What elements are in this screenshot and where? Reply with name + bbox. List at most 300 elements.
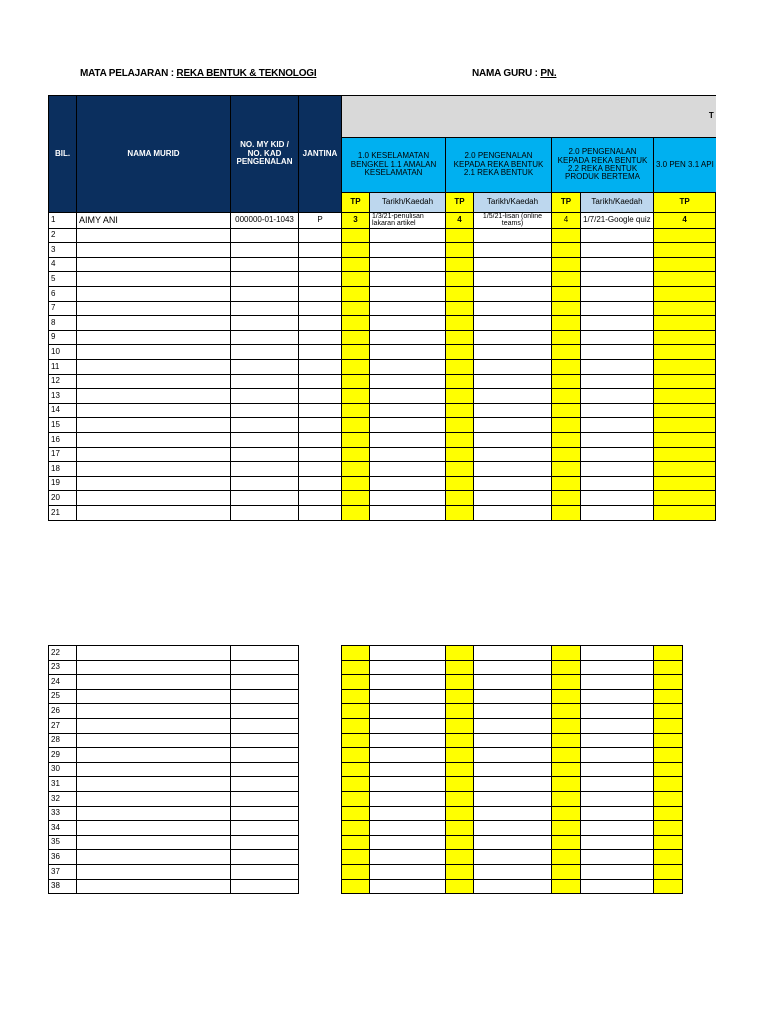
kaedah-value-2[interactable] (474, 447, 552, 462)
kaedah-value-2[interactable] (474, 462, 552, 477)
kaedah-value-3[interactable]: 1/7/21-Google quiz (581, 213, 654, 229)
tp-value-4[interactable] (654, 791, 683, 806)
student-name[interactable] (77, 257, 231, 272)
tp-value-2[interactable] (446, 243, 474, 258)
tp-value-2[interactable] (446, 777, 474, 792)
tp-value-1[interactable] (342, 418, 370, 433)
tp-value-3[interactable]: 4 (552, 213, 581, 229)
student-gender[interactable] (299, 689, 342, 704)
kaedah-value-1[interactable] (370, 491, 446, 506)
tp-value-3[interactable] (552, 491, 581, 506)
student-gender[interactable] (299, 762, 342, 777)
student-id[interactable]: 000000-01-1043 (231, 213, 299, 229)
row-number[interactable]: 22 (49, 646, 77, 661)
row-number[interactable]: 18 (49, 462, 77, 477)
tp-value-2[interactable] (446, 675, 474, 690)
kaedah-value-1[interactable] (370, 257, 446, 272)
kaedah-value-1[interactable] (370, 228, 446, 243)
kaedah-value-3[interactable] (581, 403, 654, 418)
student-name[interactable] (77, 476, 231, 491)
kaedah-value-3[interactable] (581, 228, 654, 243)
tp-value-2[interactable] (446, 762, 474, 777)
tp-value-1[interactable] (342, 689, 370, 704)
kaedah-value-1[interactable] (370, 345, 446, 360)
kaedah-value-1[interactable] (370, 287, 446, 302)
tp-value-2[interactable] (446, 462, 474, 477)
tp-value-3[interactable] (552, 243, 581, 258)
tp-value-1[interactable] (342, 447, 370, 462)
kaedah-value-2[interactable] (474, 806, 552, 821)
tp-value-1[interactable] (342, 491, 370, 506)
tp-value-2[interactable] (446, 748, 474, 763)
kaedah-value-2[interactable] (474, 762, 552, 777)
student-gender[interactable] (299, 316, 342, 331)
tp-value-3[interactable] (552, 403, 581, 418)
student-gender[interactable] (299, 243, 342, 258)
kaedah-value-2[interactable] (474, 345, 552, 360)
kaedah-value-1[interactable] (370, 821, 446, 836)
kaedah-value-3[interactable] (581, 718, 654, 733)
tp-value-2[interactable] (446, 733, 474, 748)
student-name[interactable] (77, 791, 231, 806)
student-gender[interactable] (299, 287, 342, 302)
kaedah-value-1[interactable] (370, 301, 446, 316)
student-gender[interactable] (299, 748, 342, 763)
student-name[interactable] (77, 447, 231, 462)
student-gender[interactable] (299, 505, 342, 520)
student-name[interactable] (77, 806, 231, 821)
kaedah-value-3[interactable] (581, 345, 654, 360)
kaedah-value-1[interactable] (370, 360, 446, 375)
tp-value-4[interactable] (654, 675, 683, 690)
row-number[interactable]: 5 (49, 272, 77, 287)
tp-value-3[interactable] (552, 360, 581, 375)
tp-value-4[interactable] (654, 330, 716, 345)
student-gender[interactable] (299, 718, 342, 733)
student-id[interactable] (231, 389, 299, 404)
kaedah-value-2[interactable] (474, 704, 552, 719)
student-id[interactable] (231, 403, 299, 418)
student-gender[interactable] (299, 374, 342, 389)
student-gender[interactable] (299, 806, 342, 821)
student-gender[interactable] (299, 360, 342, 375)
kaedah-value-2[interactable] (474, 864, 552, 879)
tp-value-3[interactable] (552, 228, 581, 243)
row-number[interactable]: 1 (49, 213, 77, 229)
tp-value-1[interactable] (342, 505, 370, 520)
kaedah-value-2[interactable] (474, 879, 552, 894)
tp-value-1[interactable] (342, 835, 370, 850)
tp-value-2[interactable] (446, 689, 474, 704)
kaedah-value-3[interactable] (581, 433, 654, 448)
tp-value-3[interactable] (552, 418, 581, 433)
kaedah-value-2[interactable] (474, 718, 552, 733)
tp-value-2[interactable] (446, 864, 474, 879)
student-name[interactable] (77, 330, 231, 345)
tp-value-2[interactable] (446, 418, 474, 433)
student-gender[interactable] (299, 491, 342, 506)
student-name[interactable] (77, 505, 231, 520)
student-gender[interactable] (299, 301, 342, 316)
tp-value-3[interactable] (552, 389, 581, 404)
row-number[interactable]: 29 (49, 748, 77, 763)
tp-value-3[interactable] (552, 287, 581, 302)
kaedah-value-1[interactable] (370, 689, 446, 704)
row-number[interactable]: 27 (49, 718, 77, 733)
kaedah-value-1[interactable] (370, 476, 446, 491)
kaedah-value-1[interactable] (370, 389, 446, 404)
tp-value-4[interactable] (654, 374, 716, 389)
tp-value-1[interactable] (342, 228, 370, 243)
tp-value-4[interactable]: 4 (654, 213, 716, 229)
tp-value-1[interactable] (342, 433, 370, 448)
tp-value-2[interactable] (446, 718, 474, 733)
kaedah-value-1[interactable] (370, 718, 446, 733)
tp-value-3[interactable] (552, 272, 581, 287)
tp-value-4[interactable] (654, 646, 683, 661)
student-id[interactable] (231, 675, 299, 690)
tp-value-1[interactable] (342, 287, 370, 302)
tp-value-2[interactable] (446, 646, 474, 661)
kaedah-value-1[interactable] (370, 850, 446, 865)
kaedah-value-3[interactable] (581, 762, 654, 777)
tp-value-4[interactable] (654, 850, 683, 865)
tp-value-1[interactable] (342, 864, 370, 879)
kaedah-value-2[interactable] (474, 835, 552, 850)
student-name[interactable] (77, 879, 231, 894)
student-name[interactable] (77, 374, 231, 389)
kaedah-value-2[interactable] (474, 476, 552, 491)
kaedah-value-3[interactable] (581, 646, 654, 661)
tp-value-1[interactable] (342, 301, 370, 316)
tp-value-2[interactable] (446, 389, 474, 404)
tp-value-4[interactable] (654, 257, 716, 272)
kaedah-value-3[interactable] (581, 704, 654, 719)
kaedah-value-1[interactable] (370, 447, 446, 462)
tp-value-2[interactable] (446, 345, 474, 360)
student-name[interactable] (77, 704, 231, 719)
kaedah-value-1[interactable] (370, 879, 446, 894)
tp-value-3[interactable] (552, 821, 581, 836)
row-number[interactable]: 4 (49, 257, 77, 272)
kaedah-value-1[interactable] (370, 316, 446, 331)
student-name[interactable] (77, 675, 231, 690)
kaedah-value-2[interactable] (474, 418, 552, 433)
student-name[interactable] (77, 762, 231, 777)
kaedah-value-3[interactable] (581, 447, 654, 462)
tp-value-1[interactable] (342, 257, 370, 272)
tp-value-2[interactable] (446, 403, 474, 418)
kaedah-value-3[interactable] (581, 733, 654, 748)
tp-value-3[interactable] (552, 374, 581, 389)
kaedah-value-3[interactable] (581, 243, 654, 258)
student-name[interactable] (77, 287, 231, 302)
row-number[interactable]: 19 (49, 476, 77, 491)
tp-value-4[interactable] (654, 316, 716, 331)
student-gender[interactable] (299, 228, 342, 243)
tp-value-4[interactable] (654, 301, 716, 316)
student-id[interactable] (231, 748, 299, 763)
row-number[interactable]: 2 (49, 228, 77, 243)
kaedah-value-2[interactable] (474, 243, 552, 258)
tp-value-1[interactable] (342, 748, 370, 763)
student-id[interactable] (231, 418, 299, 433)
kaedah-value-2[interactable] (474, 850, 552, 865)
kaedah-value-2[interactable] (474, 403, 552, 418)
tp-value-3[interactable] (552, 433, 581, 448)
tp-value-3[interactable] (552, 806, 581, 821)
tp-value-1[interactable] (342, 704, 370, 719)
tp-value-1[interactable] (342, 791, 370, 806)
tp-value-4[interactable] (654, 689, 683, 704)
student-name[interactable] (77, 491, 231, 506)
tp-value-2[interactable] (446, 257, 474, 272)
student-id[interactable] (231, 733, 299, 748)
kaedah-value-3[interactable] (581, 689, 654, 704)
kaedah-value-1[interactable] (370, 777, 446, 792)
tp-value-4[interactable] (654, 748, 683, 763)
tp-value-3[interactable] (552, 689, 581, 704)
tp-value-4[interactable] (654, 718, 683, 733)
tp-value-3[interactable] (552, 462, 581, 477)
student-id[interactable] (231, 689, 299, 704)
row-number[interactable]: 16 (49, 433, 77, 448)
student-id[interactable] (231, 791, 299, 806)
student-name[interactable] (77, 433, 231, 448)
tp-value-2[interactable] (446, 330, 474, 345)
kaedah-value-2[interactable] (474, 660, 552, 675)
tp-value-3[interactable] (552, 704, 581, 719)
kaedah-value-2[interactable] (474, 689, 552, 704)
tp-value-1[interactable] (342, 762, 370, 777)
kaedah-value-1[interactable] (370, 418, 446, 433)
tp-value-3[interactable] (552, 330, 581, 345)
tp-value-3[interactable] (552, 835, 581, 850)
student-name[interactable]: AIMY ANI (77, 213, 231, 229)
tp-value-3[interactable] (552, 257, 581, 272)
student-id[interactable] (231, 777, 299, 792)
row-number[interactable]: 34 (49, 821, 77, 836)
kaedah-value-3[interactable] (581, 864, 654, 879)
student-id[interactable] (231, 806, 299, 821)
student-name[interactable] (77, 646, 231, 661)
row-number[interactable]: 23 (49, 660, 77, 675)
tp-value-3[interactable] (552, 316, 581, 331)
kaedah-value-1[interactable] (370, 864, 446, 879)
tp-value-1[interactable]: 3 (342, 213, 370, 229)
row-number[interactable]: 9 (49, 330, 77, 345)
tp-value-1[interactable] (342, 462, 370, 477)
kaedah-value-3[interactable] (581, 748, 654, 763)
kaedah-value-1[interactable] (370, 646, 446, 661)
kaedah-value-2[interactable] (474, 330, 552, 345)
tp-value-4[interactable] (654, 505, 716, 520)
tp-value-4[interactable] (654, 777, 683, 792)
tp-value-3[interactable] (552, 505, 581, 520)
kaedah-value-2[interactable] (474, 491, 552, 506)
tp-value-1[interactable] (342, 850, 370, 865)
tp-value-4[interactable] (654, 228, 716, 243)
kaedah-value-2[interactable] (474, 646, 552, 661)
row-number[interactable]: 12 (49, 374, 77, 389)
tp-value-4[interactable] (654, 447, 716, 462)
student-id[interactable] (231, 850, 299, 865)
kaedah-value-1[interactable] (370, 733, 446, 748)
tp-value-4[interactable] (654, 660, 683, 675)
kaedah-value-3[interactable] (581, 257, 654, 272)
kaedah-value-3[interactable] (581, 476, 654, 491)
row-number[interactable]: 24 (49, 675, 77, 690)
tp-value-2[interactable] (446, 360, 474, 375)
row-number[interactable]: 15 (49, 418, 77, 433)
tp-value-1[interactable] (342, 646, 370, 661)
tp-value-1[interactable] (342, 675, 370, 690)
tp-value-4[interactable] (654, 433, 716, 448)
student-name[interactable] (77, 689, 231, 704)
kaedah-value-2[interactable] (474, 272, 552, 287)
row-number[interactable]: 25 (49, 689, 77, 704)
tp-value-3[interactable] (552, 345, 581, 360)
kaedah-value-3[interactable] (581, 272, 654, 287)
tp-value-3[interactable] (552, 733, 581, 748)
tp-value-2[interactable] (446, 850, 474, 865)
student-gender[interactable] (299, 389, 342, 404)
kaedah-value-3[interactable] (581, 491, 654, 506)
student-gender[interactable] (299, 850, 342, 865)
tp-value-3[interactable] (552, 675, 581, 690)
tp-value-3[interactable] (552, 660, 581, 675)
student-gender[interactable] (299, 791, 342, 806)
row-number[interactable]: 31 (49, 777, 77, 792)
student-name[interactable] (77, 835, 231, 850)
student-name[interactable] (77, 748, 231, 763)
kaedah-value-3[interactable] (581, 360, 654, 375)
student-gender[interactable] (299, 433, 342, 448)
tp-value-2[interactable] (446, 821, 474, 836)
tp-value-1[interactable] (342, 389, 370, 404)
tp-value-3[interactable] (552, 646, 581, 661)
kaedah-value-3[interactable] (581, 879, 654, 894)
student-gender[interactable] (299, 418, 342, 433)
row-number[interactable]: 7 (49, 301, 77, 316)
row-number[interactable]: 10 (49, 345, 77, 360)
student-name[interactable] (77, 403, 231, 418)
student-id[interactable] (231, 646, 299, 661)
student-id[interactable] (231, 879, 299, 894)
student-name[interactable] (77, 345, 231, 360)
row-number[interactable]: 13 (49, 389, 77, 404)
student-id[interactable] (231, 433, 299, 448)
kaedah-value-3[interactable] (581, 791, 654, 806)
student-gender[interactable] (299, 646, 342, 661)
tp-value-2[interactable] (446, 660, 474, 675)
kaedah-value-1[interactable] (370, 791, 446, 806)
tp-value-4[interactable] (654, 704, 683, 719)
row-number[interactable]: 38 (49, 879, 77, 894)
tp-value-1[interactable] (342, 360, 370, 375)
kaedah-value-2[interactable] (474, 316, 552, 331)
row-number[interactable]: 20 (49, 491, 77, 506)
tp-value-1[interactable] (342, 316, 370, 331)
tp-value-2[interactable] (446, 491, 474, 506)
kaedah-value-1[interactable] (370, 660, 446, 675)
kaedah-value-3[interactable] (581, 505, 654, 520)
kaedah-value-3[interactable] (581, 462, 654, 477)
student-id[interactable] (231, 345, 299, 360)
kaedah-value-2[interactable] (474, 389, 552, 404)
kaedah-value-1[interactable] (370, 505, 446, 520)
kaedah-value-1[interactable] (370, 330, 446, 345)
kaedah-value-3[interactable] (581, 316, 654, 331)
student-id[interactable] (231, 864, 299, 879)
tp-value-3[interactable] (552, 791, 581, 806)
student-gender[interactable] (299, 476, 342, 491)
tp-value-1[interactable] (342, 821, 370, 836)
student-name[interactable] (77, 821, 231, 836)
student-name[interactable] (77, 389, 231, 404)
tp-value-1[interactable] (342, 345, 370, 360)
tp-value-1[interactable] (342, 660, 370, 675)
student-gender[interactable] (299, 879, 342, 894)
tp-value-1[interactable] (342, 272, 370, 287)
kaedah-value-2[interactable] (474, 675, 552, 690)
kaedah-value-2[interactable] (474, 777, 552, 792)
student-id[interactable] (231, 360, 299, 375)
student-gender[interactable] (299, 864, 342, 879)
tp-value-1[interactable] (342, 243, 370, 258)
kaedah-value-2[interactable] (474, 360, 552, 375)
tp-value-3[interactable] (552, 476, 581, 491)
kaedah-value-3[interactable] (581, 389, 654, 404)
tp-value-1[interactable] (342, 476, 370, 491)
tp-value-3[interactable] (552, 301, 581, 316)
kaedah-value-3[interactable] (581, 777, 654, 792)
tp-value-2[interactable] (446, 806, 474, 821)
student-id[interactable] (231, 660, 299, 675)
kaedah-value-3[interactable] (581, 301, 654, 316)
student-id[interactable] (231, 228, 299, 243)
tp-value-1[interactable] (342, 374, 370, 389)
student-name[interactable] (77, 660, 231, 675)
student-gender[interactable] (299, 675, 342, 690)
student-gender[interactable] (299, 835, 342, 850)
student-id[interactable] (231, 330, 299, 345)
row-number[interactable]: 36 (49, 850, 77, 865)
kaedah-value-3[interactable] (581, 330, 654, 345)
tp-value-2[interactable] (446, 879, 474, 894)
student-id[interactable] (231, 491, 299, 506)
kaedah-value-3[interactable] (581, 806, 654, 821)
student-id[interactable] (231, 505, 299, 520)
tp-value-4[interactable] (654, 733, 683, 748)
student-id[interactable] (231, 301, 299, 316)
student-name[interactable] (77, 850, 231, 865)
tp-value-4[interactable] (654, 345, 716, 360)
row-number[interactable]: 33 (49, 806, 77, 821)
tp-value-3[interactable] (552, 864, 581, 879)
kaedah-value-1[interactable] (370, 243, 446, 258)
tp-value-4[interactable] (654, 762, 683, 777)
kaedah-value-1[interactable] (370, 806, 446, 821)
student-id[interactable] (231, 476, 299, 491)
tp-value-1[interactable] (342, 733, 370, 748)
tp-value-4[interactable] (654, 360, 716, 375)
row-number[interactable]: 17 (49, 447, 77, 462)
tp-value-3[interactable] (552, 850, 581, 865)
tp-value-2[interactable] (446, 433, 474, 448)
row-number[interactable]: 14 (49, 403, 77, 418)
tp-value-3[interactable] (552, 748, 581, 763)
